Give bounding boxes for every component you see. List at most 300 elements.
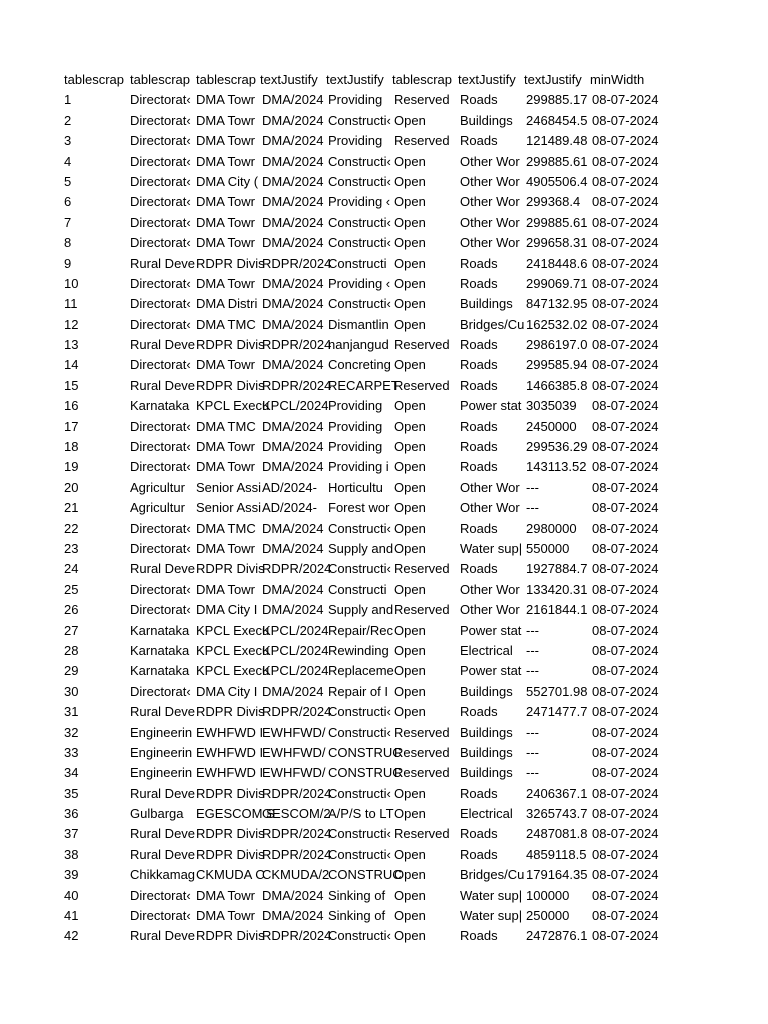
amount-cell: 299585.94	[526, 357, 588, 373]
department-cell: Directorat‹	[130, 153, 191, 169]
department-cell: Directorat‹	[130, 908, 191, 924]
date-cell: 08-07-2024	[592, 704, 659, 720]
title-cell: Rewinding	[328, 642, 389, 658]
title-cell: Providing	[328, 439, 383, 455]
date-cell: 08-07-2024	[592, 561, 659, 577]
department-cell: Agricultur	[130, 479, 185, 495]
date-cell: 08-07-2024	[592, 826, 659, 842]
department-cell: Agricultur	[130, 500, 185, 516]
category-cell: Other Wor	[460, 214, 520, 230]
amount-cell: 299658.31	[526, 235, 588, 251]
office-cell: KPCL Execu	[196, 642, 270, 658]
column-header[interactable]: textJustify	[260, 72, 318, 87]
column-header[interactable]: tablescrap	[130, 72, 190, 87]
column-header[interactable]: textJustify	[458, 72, 516, 87]
category-cell: Bridges/Cu	[460, 316, 525, 332]
category-cell: Other Wor	[460, 194, 520, 210]
tender-id-cell: DMA/2024	[262, 581, 324, 597]
tender-id-cell: AD/2024-	[262, 500, 317, 516]
tender-type-cell: Open	[394, 275, 426, 291]
tender-id-cell: DMA/2024	[262, 439, 324, 455]
office-cell: RDPR Divis	[196, 785, 265, 801]
category-cell: Other Wor	[460, 153, 520, 169]
column-header[interactable]: tablescrap	[392, 72, 452, 87]
category-cell: Roads	[460, 704, 498, 720]
amount-cell: 299885.61	[526, 153, 588, 169]
department-cell: Chikkamag	[130, 867, 196, 883]
tender-type-cell: Open	[394, 398, 426, 414]
category-cell: Other Wor	[460, 173, 520, 189]
tender-type-cell: Reserved	[394, 602, 450, 618]
office-cell: Senior Assi	[196, 479, 262, 495]
office-cell: DMA Towr	[196, 540, 255, 556]
category-cell: Bridges/Cu	[460, 867, 525, 883]
date-cell: 08-07-2024	[592, 214, 659, 230]
department-cell: Rural Deve	[130, 561, 196, 577]
date-cell: 08-07-2024	[592, 500, 659, 516]
row-number: 13	[64, 337, 79, 353]
department-cell: Directorat‹	[130, 133, 191, 149]
tender-type-cell: Open	[394, 663, 426, 679]
category-cell: Buildings	[460, 683, 513, 699]
row-number: 26	[64, 602, 79, 618]
row-number: 34	[64, 765, 79, 781]
tender-type-cell: Open	[394, 887, 426, 903]
tender-type-cell: Reserved	[394, 765, 450, 781]
amount-cell: 299885.61	[526, 214, 588, 230]
title-cell: Constructi‹	[328, 235, 391, 251]
date-cell: 08-07-2024	[592, 520, 659, 536]
department-cell: Directorat‹	[130, 683, 191, 699]
row-number: 14	[64, 357, 79, 373]
column-header[interactable]: minWidth	[590, 72, 645, 87]
title-cell: Providing	[328, 133, 383, 149]
category-cell: Electrical	[460, 806, 513, 822]
row-number: 16	[64, 398, 79, 414]
office-cell: DMA Towr	[196, 153, 255, 169]
column-header[interactable]: textJustify	[326, 72, 384, 87]
department-cell: Directorat‹	[130, 520, 191, 536]
amount-cell: ---	[526, 663, 539, 679]
row-number: 41	[64, 908, 79, 924]
category-cell: Electrical	[460, 642, 513, 658]
category-cell: Water sup|	[460, 540, 523, 556]
category-cell: Roads	[460, 439, 498, 455]
title-cell: Sinking of	[328, 887, 386, 903]
date-cell: 08-07-2024	[592, 744, 659, 760]
title-cell: Providing	[328, 92, 383, 108]
tender-type-cell: Reserved	[394, 337, 450, 353]
tender-type-cell: Open	[394, 520, 426, 536]
date-cell: 08-07-2024	[592, 459, 659, 475]
tender-id-cell: DMA/2024	[262, 235, 324, 251]
title-cell: Repair/Rec	[328, 622, 394, 638]
title-cell: Providing	[328, 398, 383, 414]
row-number: 11	[64, 296, 78, 312]
office-cell: DMA Towr	[196, 194, 255, 210]
date-cell: 08-07-2024	[592, 337, 659, 353]
amount-cell: 550000	[526, 540, 570, 556]
tender-type-cell: Open	[394, 418, 426, 434]
department-cell: Karnataka	[130, 398, 190, 414]
category-cell: Roads	[460, 133, 498, 149]
department-cell: Engineerin	[130, 744, 193, 760]
tender-id-cell: EWHFWD/	[262, 765, 326, 781]
department-cell: Directorat‹	[130, 112, 191, 128]
row-number: 30	[64, 683, 79, 699]
row-number: 20	[64, 479, 79, 495]
title-cell: Constructi‹	[328, 520, 391, 536]
tender-id-cell: DMA/2024	[262, 153, 324, 169]
department-cell: Karnataka	[130, 642, 190, 658]
department-cell: Karnataka	[130, 663, 190, 679]
tender-type-cell: Open	[394, 296, 426, 312]
title-cell: Constructi‹	[328, 173, 391, 189]
column-header[interactable]: tablescrap	[196, 72, 256, 87]
tender-type-cell: Open	[394, 581, 426, 597]
tender-type-cell: Open	[394, 867, 426, 883]
date-cell: 08-07-2024	[592, 398, 659, 414]
category-cell: Other Wor	[460, 581, 520, 597]
title-cell: Constructi‹	[328, 153, 391, 169]
row-number: 12	[64, 316, 79, 332]
department-cell: Rural Deve	[130, 826, 196, 842]
amount-cell: ---	[526, 642, 539, 658]
tender-type-cell: Open	[394, 214, 426, 230]
office-cell: DMA Towr	[196, 112, 255, 128]
office-cell: DMA Distri	[196, 296, 258, 312]
date-cell: 08-07-2024	[592, 540, 659, 556]
amount-cell: 143113.52	[526, 459, 587, 475]
date-cell: 08-07-2024	[592, 439, 659, 455]
tender-id-cell: RDPR/2024	[262, 826, 332, 842]
amount-cell: ---	[526, 724, 539, 740]
row-number: 8	[64, 235, 72, 251]
date-cell: 08-07-2024	[592, 173, 659, 189]
amount-cell: 2418448.6	[526, 255, 588, 271]
department-cell: Directorat‹	[130, 296, 191, 312]
title-cell: Constructi‹	[328, 704, 391, 720]
amount-cell: 3265743.7	[526, 806, 588, 822]
category-cell: Buildings	[460, 724, 513, 740]
department-cell: Directorat‹	[130, 316, 191, 332]
office-cell: RDPR Divis	[196, 377, 265, 393]
amount-cell: 162532.02	[526, 316, 588, 332]
category-cell: Roads	[460, 785, 498, 801]
row-number: 7	[64, 214, 72, 230]
tender-type-cell: Open	[394, 153, 426, 169]
amount-cell: 250000	[526, 908, 570, 924]
tender-id-cell: DMA/2024	[262, 418, 324, 434]
tender-id-cell: DMA/2024	[262, 459, 324, 475]
amount-cell: 2487081.8	[526, 826, 588, 842]
title-cell: Supply and	[328, 602, 394, 618]
amount-cell: ---	[526, 744, 539, 760]
row-number: 10	[64, 275, 79, 291]
tender-type-cell: Open	[394, 194, 426, 210]
title-cell: Sinking of	[328, 908, 386, 924]
tender-type-cell: Open	[394, 479, 426, 495]
department-cell: Directorat‹	[130, 581, 191, 597]
department-cell: Directorat‹	[130, 92, 191, 108]
date-cell: 08-07-2024	[592, 642, 659, 658]
office-cell: DMA Towr	[196, 92, 255, 108]
tender-id-cell: DMA/2024	[262, 540, 324, 556]
tender-type-cell: Open	[394, 500, 426, 516]
category-cell: Roads	[460, 255, 498, 271]
title-cell: CONSTRUC	[328, 765, 402, 781]
title-cell: Constructi‹	[328, 826, 391, 842]
category-cell: Other Wor	[460, 602, 520, 618]
amount-cell: 3035039	[526, 398, 577, 414]
title-cell: Constructi	[328, 581, 387, 597]
amount-cell: 2468454.5	[526, 112, 588, 128]
department-cell: Engineerin	[130, 765, 193, 781]
tender-id-cell: RDPR/2024	[262, 255, 332, 271]
department-cell: Directorat‹	[130, 439, 191, 455]
date-cell: 08-07-2024	[592, 133, 659, 149]
category-cell: Roads	[460, 377, 498, 393]
amount-cell: 2161844.1	[526, 602, 588, 618]
row-number: 28	[64, 642, 79, 658]
date-cell: 08-07-2024	[592, 806, 659, 822]
row-number: 17	[64, 418, 79, 434]
tender-type-cell: Reserved	[394, 724, 450, 740]
column-header[interactable]: textJustify	[524, 72, 582, 87]
title-cell: Constructi‹	[328, 296, 391, 312]
date-cell: 08-07-2024	[592, 377, 659, 393]
office-cell: DMA City (	[196, 173, 259, 189]
category-cell: Power stat	[460, 622, 522, 638]
date-cell: 08-07-2024	[592, 663, 659, 679]
tender-type-cell: Reserved	[394, 92, 450, 108]
office-cell: EGESCOM S	[196, 806, 275, 822]
tender-id-cell: DMA/2024	[262, 214, 324, 230]
department-cell: Directorat‹	[130, 194, 191, 210]
tender-type-cell: Open	[394, 316, 426, 332]
title-cell: Constructi	[328, 255, 387, 271]
tender-id-cell: KPCL/2024	[262, 663, 329, 679]
row-number: 2	[64, 112, 72, 128]
title-cell: Concreting	[328, 357, 391, 373]
category-cell: Roads	[460, 337, 498, 353]
tender-id-cell: DMA/2024	[262, 296, 324, 312]
row-number: 23	[64, 540, 79, 556]
tender-id-cell: DMA/2024	[262, 112, 324, 128]
tender-type-cell: Open	[394, 908, 426, 924]
amount-cell: ---	[526, 500, 539, 516]
amount-cell: 1466385.8	[526, 377, 588, 393]
row-number: 36	[64, 806, 79, 822]
row-number: 25	[64, 581, 79, 597]
date-cell: 08-07-2024	[592, 867, 659, 883]
tender-id-cell: AD/2024-	[262, 479, 317, 495]
office-cell: KPCL Execu	[196, 622, 270, 638]
office-cell: DMA Towr	[196, 439, 255, 455]
amount-cell: 2471477.7	[526, 704, 588, 720]
row-number: 1	[64, 92, 72, 108]
tender-type-cell: Open	[394, 622, 426, 638]
office-cell: DMA Towr	[196, 275, 255, 291]
category-cell: Other Wor	[460, 479, 520, 495]
tender-type-cell: Reserved	[394, 744, 450, 760]
department-cell: Directorat‹	[130, 540, 191, 556]
amount-cell: 179164.35	[526, 867, 588, 883]
tender-id-cell: DMA/2024	[262, 908, 324, 924]
row-number: 24	[64, 561, 79, 577]
category-cell: Roads	[460, 928, 498, 944]
category-cell: Buildings	[460, 112, 513, 128]
category-cell: Roads	[460, 92, 498, 108]
date-cell: 08-07-2024	[592, 602, 659, 618]
tender-id-cell: DMA/2024	[262, 194, 324, 210]
title-cell: Providing ‹	[328, 194, 391, 210]
amount-cell: ---	[526, 622, 539, 638]
department-cell: Rural Deve	[130, 846, 196, 862]
tender-type-cell: Open	[394, 255, 426, 271]
title-cell: Providing ‹	[328, 275, 391, 291]
amount-cell: 100000	[526, 887, 570, 903]
category-cell: Power stat	[460, 663, 522, 679]
category-cell: Roads	[460, 520, 498, 536]
tender-type-cell: Reserved	[394, 377, 450, 393]
amount-cell: 1927884.7	[526, 561, 588, 577]
amount-cell: 2980000	[526, 520, 577, 536]
amount-cell: 552701.98	[526, 683, 588, 699]
row-number: 37	[64, 826, 79, 842]
row-number: 22	[64, 520, 79, 536]
tender-type-cell: Open	[394, 846, 426, 862]
title-cell: Dismantlin	[328, 316, 389, 332]
tender-id-cell: KPCL/2024	[262, 622, 329, 638]
title-cell: Providing i	[328, 459, 389, 475]
office-cell: DMA Towr	[196, 887, 255, 903]
office-cell: Senior Assi	[196, 500, 262, 516]
department-cell: Rural Deve	[130, 255, 196, 271]
amount-cell: 4905506.4	[526, 173, 588, 189]
tender-type-cell: Open	[394, 439, 426, 455]
column-header[interactable]: tablescrap	[64, 72, 124, 87]
office-cell: DMA City I	[196, 602, 258, 618]
date-cell: 08-07-2024	[592, 418, 659, 434]
category-cell: Buildings	[460, 744, 513, 760]
category-cell: Other Wor	[460, 500, 520, 516]
department-cell: Directorat‹	[130, 235, 191, 251]
row-number: 5	[64, 173, 72, 189]
title-cell: Repair of I	[328, 683, 388, 699]
amount-cell: ---	[526, 479, 539, 495]
office-cell: DMA Towr	[196, 581, 255, 597]
tender-type-cell: Open	[394, 459, 426, 475]
tender-type-cell: Open	[394, 806, 426, 822]
tender-id-cell: DMA/2024	[262, 520, 324, 536]
row-number: 9	[64, 255, 72, 271]
title-cell: Supply and	[328, 540, 394, 556]
date-cell: 08-07-2024	[592, 908, 659, 924]
department-cell: Rural Deve	[130, 785, 196, 801]
office-cell: RDPR Divis	[196, 255, 265, 271]
date-cell: 08-07-2024	[592, 581, 659, 597]
title-cell: Replaceme	[328, 663, 394, 679]
row-number: 33	[64, 744, 79, 760]
row-number: 31	[64, 704, 79, 720]
department-cell: Directorat‹	[130, 214, 191, 230]
tender-id-cell: RDPR/2024	[262, 337, 332, 353]
tender-id-cell: DMA/2024	[262, 173, 324, 189]
tender-id-cell: DMA/2024	[262, 316, 324, 332]
date-cell: 08-07-2024	[592, 112, 659, 128]
row-number: 6	[64, 194, 72, 210]
title-cell: Providing	[328, 418, 383, 434]
amount-cell: 2986197.0	[526, 337, 588, 353]
date-cell: 08-07-2024	[592, 275, 659, 291]
title-cell: Constructi‹	[328, 214, 391, 230]
row-number: 19	[64, 459, 79, 475]
date-cell: 08-07-2024	[592, 846, 659, 862]
tender-type-cell: Open	[394, 704, 426, 720]
tender-type-cell: Reserved	[394, 133, 450, 149]
tender-id-cell: RDPR/2024	[262, 561, 332, 577]
title-cell: Constructi‹	[328, 112, 391, 128]
amount-cell: 299536.29	[526, 439, 588, 455]
amount-cell: 2450000	[526, 418, 577, 434]
office-cell: RDPR Divis	[196, 561, 265, 577]
tender-type-cell: Open	[394, 785, 426, 801]
tender-type-cell: Open	[394, 683, 426, 699]
row-number: 39	[64, 867, 79, 883]
row-number: 40	[64, 887, 79, 903]
amount-cell: 121489.48	[526, 133, 588, 149]
date-cell: 08-07-2024	[592, 255, 659, 271]
title-cell: Constructi‹	[328, 928, 391, 944]
department-cell: Directorat‹	[130, 887, 191, 903]
tender-id-cell: KPCL/2024	[262, 398, 329, 414]
office-cell: DMA Towr	[196, 214, 255, 230]
tender-id-cell: DMA/2024	[262, 887, 324, 903]
department-cell: Rural Deve	[130, 704, 196, 720]
amount-cell: ---	[526, 765, 539, 781]
office-cell: CKMUDA C	[196, 867, 265, 883]
tender-id-cell: EWHFWD/	[262, 744, 326, 760]
title-cell: Constructi‹	[328, 724, 391, 740]
date-cell: 08-07-2024	[592, 724, 659, 740]
category-cell: Buildings	[460, 765, 513, 781]
category-cell: Water sup|	[460, 908, 523, 924]
department-cell: Directorat‹	[130, 418, 191, 434]
department-cell: Directorat‹	[130, 602, 191, 618]
office-cell: KPCL Execu	[196, 663, 270, 679]
title-cell: Constructi‹	[328, 561, 391, 577]
department-cell: Rural Deve	[130, 337, 196, 353]
title-cell: nanjangud	[328, 337, 389, 353]
office-cell: DMA TMC	[196, 316, 256, 332]
amount-cell: 133420.31	[526, 581, 588, 597]
office-cell: DMA Towr	[196, 235, 255, 251]
department-cell: Directorat‹	[130, 459, 191, 475]
office-cell: DMA TMC	[196, 418, 256, 434]
title-cell: Horticultu	[328, 479, 383, 495]
tender-type-cell: Open	[394, 112, 426, 128]
tender-id-cell: RDPR/2024	[262, 928, 332, 944]
date-cell: 08-07-2024	[592, 887, 659, 903]
date-cell: 08-07-2024	[592, 928, 659, 944]
tender-id-cell: RDPR/2024	[262, 377, 332, 393]
category-cell: Power stat	[460, 398, 522, 414]
office-cell: DMA Towr	[196, 459, 255, 475]
office-cell: EWHFWD I	[196, 724, 264, 740]
row-number: 27	[64, 622, 79, 638]
tender-id-cell: CKMUDA/2	[262, 867, 330, 883]
